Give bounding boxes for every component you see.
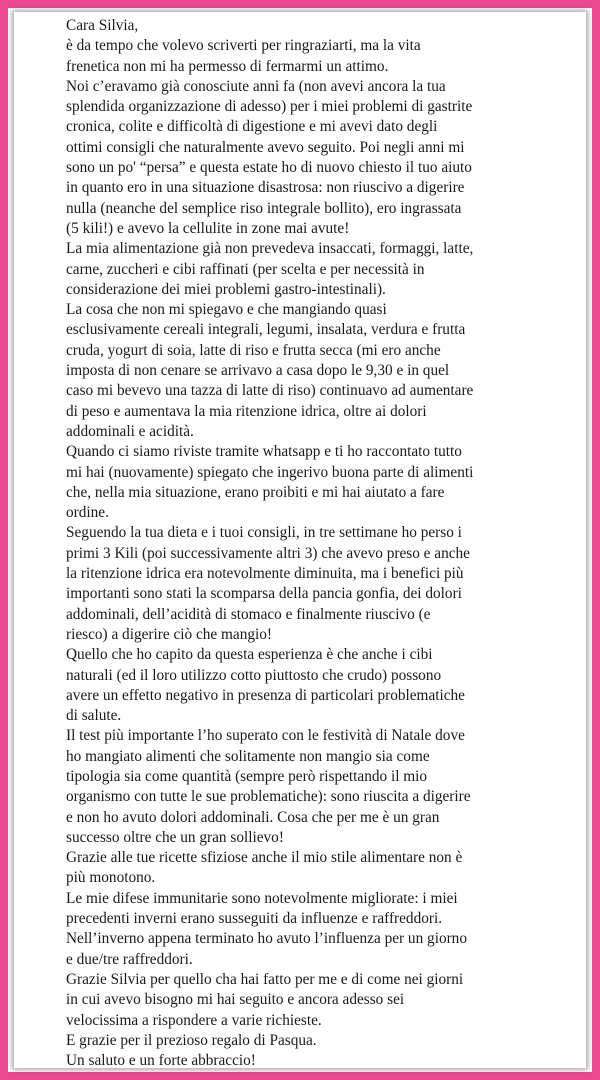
letter-line: nulla (neanche del semplice riso integrale bollito), ero ingrassata <box>66 199 462 217</box>
letter-line: velocissima a rispondere a varie richieste. <box>66 1011 322 1029</box>
letter-line: Grazie alle tue ricette sfiziose anche il mio stile alimentare non è <box>66 849 463 867</box>
letter-line: Il test più importante l’ho superato con le festività di Natale dove <box>66 727 465 745</box>
letter-line: Quando ci siamo riviste tramite whatsapp e ti ho raccontato tutto <box>66 443 462 461</box>
letter-line: naturali (ed il loro utilizzo cotto piuttosto che crudo) possono <box>66 666 442 684</box>
letter-line: e due/tre raffreddori. <box>66 950 193 968</box>
letter-line: riesco) a digerire ciò che mangio! <box>66 625 272 643</box>
letter-line: ottimi consigli che naturalmente avevo seguito. Poi negli anni mi <box>66 138 465 156</box>
letter-line: Quello che ho capito da questa esperienza è che anche i cibi <box>66 646 433 664</box>
letter-line: primi 3 Kili (poi successivamente altri 3) che avevo preso e anche <box>66 544 470 562</box>
letter-line: ordine. <box>66 504 109 522</box>
letter-line: Grazie Silvia per quello cha hai fatto per me e di come nei giorni <box>66 970 464 988</box>
letter-line: Cara Silvia, <box>66 17 139 34</box>
letter-line: Un saluto e un forte abbraccio! <box>66 1052 256 1070</box>
letter-line: mi hai (nuovamente) spiegato che ingerivo buona parte di alimenti <box>66 463 474 481</box>
letter-line: caso mi bevevo una tazza di latte di riso) continuavo ad aumentare <box>66 382 474 400</box>
letter-line: di peso e aumentava la mia ritenzione idrica, oltre ai dolori <box>66 402 427 420</box>
letter-line: la ritenzione idrica era notevolmente diminuita, ma i benefici più <box>66 565 464 583</box>
letter-line: in quanto ero in una situazione disastrosa: non riuscivo a digerire <box>66 179 465 197</box>
letter-line: Nell’inverno appena terminato ho avuto l’influenza per un giorno <box>66 930 467 948</box>
letter-line: La cosa che non mi spiegavo e che mangiando quasi <box>66 301 387 319</box>
letter-line: che, nella mia situazione, erano proibiti e mi hai aiutato a fare <box>66 483 445 501</box>
letter-line: splendida organizzazione di adesso) per i miei problemi di gastrite <box>66 98 473 116</box>
letter-line: precedenti inverni erano susseguiti da influenze e raffreddori. <box>66 910 443 928</box>
letter-line: carne, zuccheri e cibi raffinati (per scelta e per necessità in <box>66 260 425 278</box>
letter-line: importanti sono stati la scomparsa della pancia gonfia, dei dolori <box>66 585 462 603</box>
letter-line: addominali, dell’acidità di stomaco e finalmente riuscivo (e <box>66 605 431 623</box>
letter-line: Noi c’eravamo già conosciute anni fa (non avevi ancora la tua <box>66 77 446 95</box>
letter-line: successo oltre che un gran sollievo! <box>66 828 284 846</box>
letter-line: tipologia sia come quantità (sempre però rispettando il mio <box>66 767 428 785</box>
letter-line: di salute. <box>66 707 122 725</box>
letter-text <box>66 16 566 1071</box>
letter-card <box>14 12 586 1068</box>
letter-line: esclusivamente cereali integrali, legumi, insalata, verdura e frutta <box>66 321 466 339</box>
letter-line: organismo con tutte le sue problematiche): sono riuscita a digerire <box>66 788 471 806</box>
letter-line: avere un effetto negativo in presenza di particolari problematiche <box>66 686 465 704</box>
letter-line: cruda, yogurt di soia, latte di riso e frutta secca (mi ero anche <box>66 341 441 359</box>
letter-line: La mia alimentazione già non prevedeva insaccati, formaggi, latte, <box>66 240 474 258</box>
letter-line: addominali e acidità. <box>66 422 194 440</box>
letter-line: ho mangiato alimenti che solitamente non mangio sia come <box>66 747 430 765</box>
letter-line: in cui avevo bisogno mi hai seguito e ancora adesso sei <box>66 991 405 1009</box>
letter-line: considerazione dei miei problemi gastro-intestinali). <box>66 280 386 298</box>
letter-line: imposta di non cenare se arrivavo a casa dopo le 9,30 e in quel <box>66 362 450 380</box>
letter-line: più monotono. <box>66 869 156 887</box>
letter-line: sono un po' “persa” e questa estate ho di nuovo chiesto il tuo aiuto <box>66 159 472 177</box>
letter-line: cronica, colite e difficoltà di digestione e mi avevi dato degli <box>66 118 438 136</box>
letter-line: E grazie per il prezioso regalo di Pasqua. <box>66 1031 317 1049</box>
letter-line: Seguendo la tua dieta e i tuoi consigli, in tre settimane ho perso i <box>66 524 462 542</box>
letter-line: è da tempo che volevo scriverti per ringraziarti, ma la vita <box>66 37 421 55</box>
letter-line: (5 kili!) e avevo la cellulite in zone mai avute! <box>66 219 350 237</box>
letter-line: frenetica non mi ha permesso di fermarmi un attimo. <box>66 57 389 75</box>
letter-line: e non ho avuto dolori addominali. Cosa che per me è un gran <box>66 808 440 826</box>
letter-line: Le mie difese immunitarie sono notevolmente migliorate: i miei <box>66 889 458 907</box>
